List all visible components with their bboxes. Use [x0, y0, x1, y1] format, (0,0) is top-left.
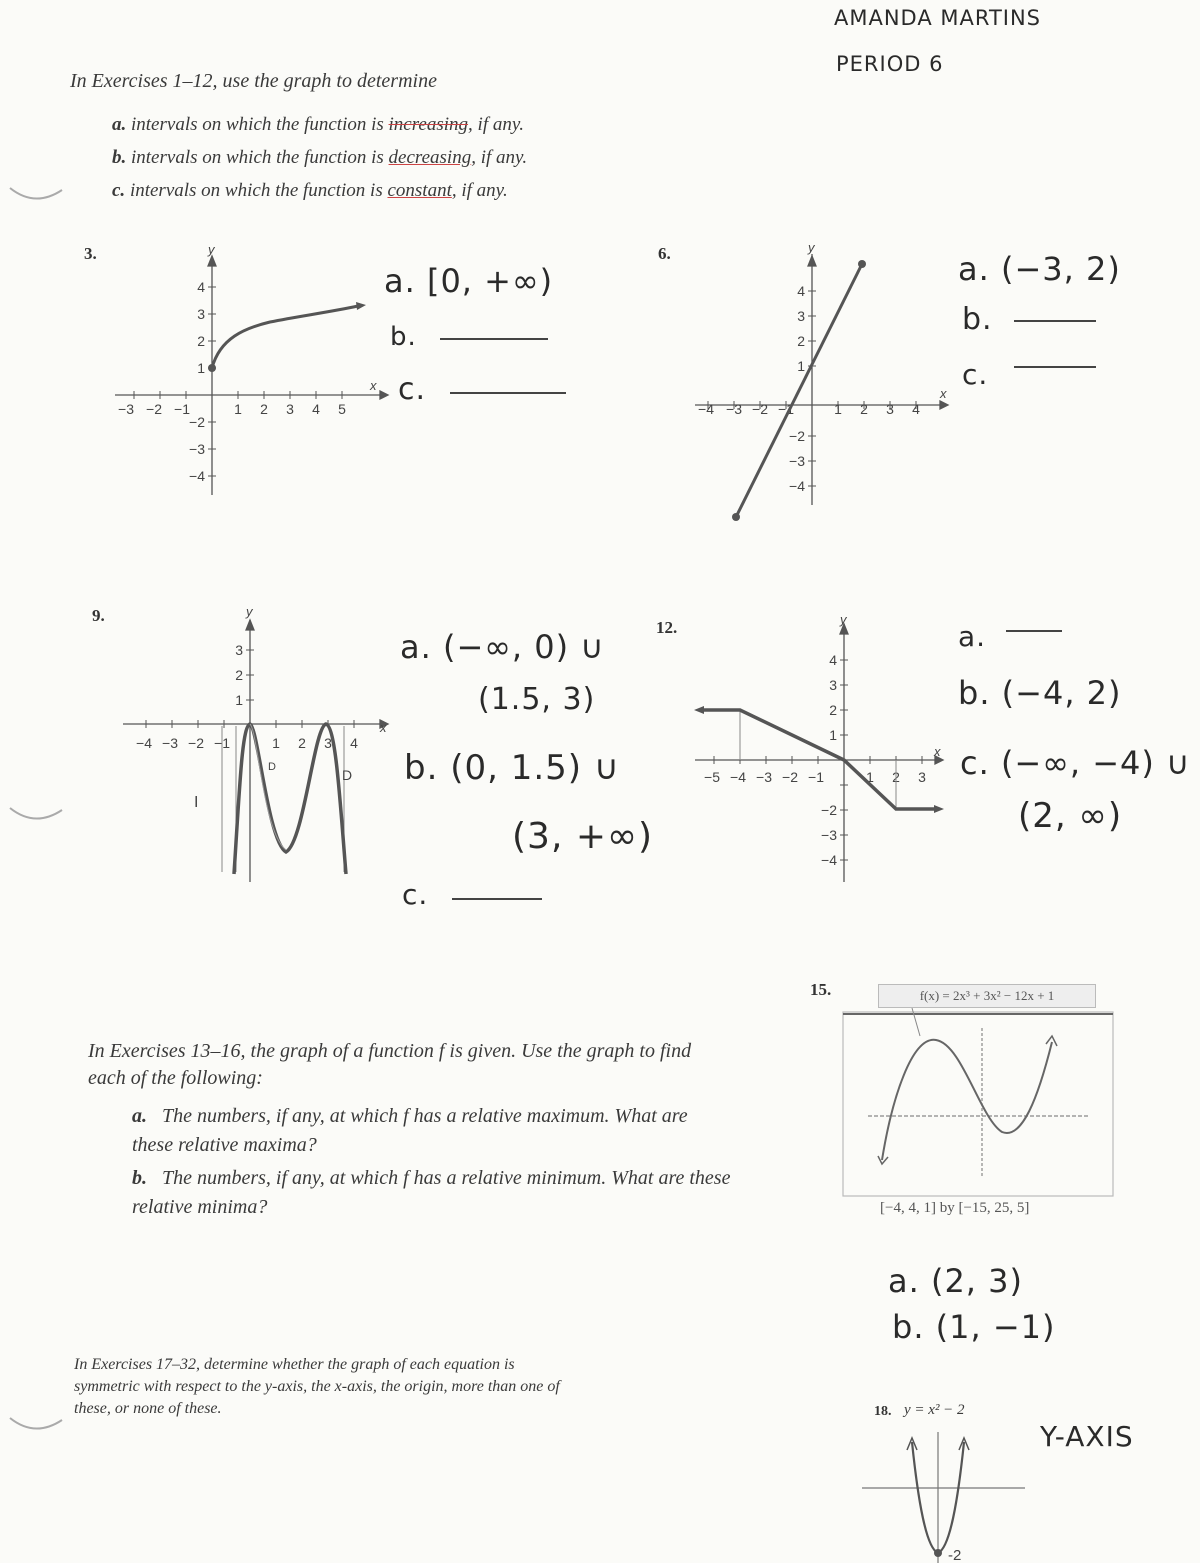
hole-punch-mark — [0, 150, 70, 210]
curve-arrow — [694, 706, 704, 714]
exercise-12-graph — [690, 612, 960, 892]
exercise-9-answer-a: a. (−∞, 0) ∪ — [400, 628, 605, 666]
tick-label: −1 — [808, 769, 824, 785]
tick-label: 2 — [797, 333, 805, 349]
exercise-9-answer-c: c. — [402, 878, 429, 911]
tick-label: 5 — [338, 401, 346, 417]
tick-label: −4 — [136, 735, 152, 751]
tick-label: 1 — [834, 401, 842, 417]
x-axis-label: x — [380, 720, 387, 735]
tick-label: 2 — [892, 769, 900, 785]
function-curve — [882, 1040, 1052, 1160]
tick-label: 1 — [235, 692, 243, 708]
x-axis-label: x — [370, 378, 377, 393]
section-2-item-b: b. The numbers, if any, at which f has a relative minimum. What are these relative minima? — [132, 1167, 731, 1218]
annotation-stroke — [250, 724, 286, 850]
tick-label: 4 — [912, 401, 920, 417]
x-axis-label: x — [934, 744, 941, 759]
vertex-point — [934, 1549, 942, 1557]
exercise-3-answer-a: a. [0, +∞) — [384, 262, 554, 300]
blank-line — [440, 338, 548, 340]
tick-label: −4 — [189, 468, 205, 484]
blank-line — [1014, 366, 1096, 368]
tick-label: 3 — [286, 401, 294, 417]
y-axis-label: y — [840, 612, 847, 627]
exercise-12-number: 12. — [656, 618, 678, 637]
section-2-intro: In Exercises 13–16, the graph of a function f is given. Use the graph to find each of the following: — [88, 1040, 692, 1089]
exercise-18-sketch — [860, 1420, 1030, 1563]
tick-label: 4 — [829, 652, 837, 668]
exercise-15-answer-b: b. (1, −1) — [892, 1308, 1056, 1346]
equation-label: f(x) = 2x³ + 3x² − 12x + 1 — [878, 984, 1096, 1008]
tick-label: −1 — [214, 735, 230, 751]
tick-label: −2 — [146, 401, 162, 417]
tick-label: −2 — [782, 769, 798, 785]
window-settings: [−4, 4, 1] by [−15, 25, 5] — [880, 1200, 1030, 1216]
tick-label: −4 — [730, 769, 746, 785]
tick-label: 3 — [918, 769, 926, 785]
tick-label: −2 — [821, 802, 837, 818]
endpoint — [208, 364, 216, 372]
blank-line — [450, 392, 566, 394]
tick-label: 3 — [197, 306, 205, 322]
hole-punch-mark — [0, 780, 70, 840]
tick-label: 4 — [197, 279, 205, 295]
tick-label: 3 — [235, 642, 243, 658]
tick-label: −3 — [789, 453, 805, 469]
y-axis-label: y — [246, 604, 253, 619]
section-2-item-a: a. The numbers, if any, at which f has a relative maximum. What are these relative maxima? — [132, 1105, 688, 1156]
tick-label: 1 — [797, 358, 805, 374]
tick-label: 2 — [298, 735, 306, 751]
tick-label: 3 — [797, 308, 805, 324]
tick-label: −1 — [174, 401, 190, 417]
tick-label: −3 — [162, 735, 178, 751]
exercise-12-answer-c-cont: (2, ∞) — [1018, 796, 1123, 836]
tick-label: −2 — [189, 414, 205, 430]
tick-label: −4 — [821, 852, 837, 868]
tick-label: 3 — [886, 401, 894, 417]
endpoint — [732, 513, 740, 521]
exercise-18-answer: Y-AXIS — [1040, 1420, 1134, 1453]
class-period: PERIOD 6 — [836, 52, 944, 76]
exercise-3-graph — [110, 240, 390, 500]
blank-line — [1014, 320, 1096, 322]
tick-label: −3 — [756, 769, 772, 785]
exercise-9-graph — [118, 602, 398, 887]
tick-label: 4 — [312, 401, 320, 417]
exercise-18-equation: y = x² − 2 — [904, 1402, 965, 1418]
student-name: AMANDA MARTINS — [834, 6, 1042, 30]
tick-label: 1 — [197, 360, 205, 376]
tick-label: −3 — [189, 441, 205, 457]
exercise-9-answer-a-cont: (1.5, 3) — [478, 682, 596, 717]
exercise-6-graph — [690, 240, 960, 525]
intro-item-b: b. intervals on which the function is decreasing, if any. — [112, 147, 528, 168]
tick-label: −4 — [789, 478, 805, 494]
tick-label: 2 — [197, 333, 205, 349]
y-axis-label: y — [808, 240, 815, 255]
exercise-9-number: 9. — [92, 606, 105, 625]
vertex-label: -2 — [948, 1547, 962, 1563]
tick-label: 4 — [797, 283, 805, 299]
curve-arrow — [356, 302, 366, 310]
tick-label: −2 — [188, 735, 204, 751]
exercise-3-number: 3. — [84, 244, 97, 263]
exercise-12-answer-b: b. (−4, 2) — [958, 674, 1122, 712]
endpoint — [858, 260, 866, 268]
exercise-3-answer-b: b. — [390, 322, 417, 352]
tick-label: −1 — [778, 401, 794, 417]
tick-label: 1 — [272, 735, 280, 751]
exercise-6-answer-b: b. — [962, 302, 993, 337]
tick-label: 2 — [829, 702, 837, 718]
tick-label: −3 — [821, 827, 837, 843]
tick-label: 2 — [260, 401, 268, 417]
exercise-18-number: 18. — [874, 1404, 892, 1419]
exercise-3-answer-c: c. — [398, 372, 427, 407]
exercise-6-number: 6. — [658, 244, 671, 263]
exercise-9-answer-b: b. (0, 1.5) ∪ — [404, 748, 620, 788]
exercise-15-number: 15. — [810, 980, 832, 999]
margin-mark-d: D — [268, 761, 276, 773]
intro-item-a: a. intervals on which the function is increasing, if any. — [112, 114, 524, 135]
blank-line — [1006, 630, 1062, 632]
y-axis-label: y — [208, 242, 215, 257]
tick-label: −2 — [789, 428, 805, 444]
margin-mark-i: I — [194, 794, 199, 811]
exercise-12-answer-a: a. — [958, 620, 987, 653]
x-axis-label: x — [940, 386, 947, 401]
exercise-9-answer-b-cont: (3, +∞) — [512, 816, 654, 857]
tick-label: −4 — [698, 401, 714, 417]
tick-label: 2 — [860, 401, 868, 417]
section-3-intro: In Exercises 17–32, determine whether the graph of each equation is symmetric with respect to the y-axis, the x-axis, the origin, more than one of these, or none of these. — [74, 1356, 560, 1417]
exercise-15-calculator-window — [842, 1008, 1116, 1198]
hole-punch-mark — [0, 1390, 70, 1450]
margin-mark-d: D — [342, 767, 353, 783]
exercise-6-answer-c: c. — [962, 358, 989, 391]
exercise-15-answer-a: a. (2, 3) — [888, 1262, 1023, 1300]
blank-line — [452, 898, 542, 900]
tick-label: 1 — [829, 727, 837, 743]
tick-label: 1 — [234, 401, 242, 417]
tick-label: −3 — [118, 401, 134, 417]
tick-label: −3 — [726, 401, 742, 417]
tick-label: 1 — [866, 769, 874, 785]
tick-label: −5 — [704, 769, 720, 785]
exercise-12-answer-c: c. (−∞, −4) ∪ — [960, 744, 1191, 782]
tick-label: 3 — [324, 735, 332, 751]
function-curve — [212, 306, 358, 368]
exercise-6-answer-a: a. (−3, 2) — [958, 250, 1121, 288]
tick-label: −2 — [752, 401, 768, 417]
curve-arrow — [934, 805, 944, 813]
intro-list — [112, 108, 527, 207]
intro-item-c: c. intervals on which the function is constant, if any. — [112, 180, 508, 201]
tick-label: 3 — [829, 677, 837, 693]
tick-label: 2 — [235, 667, 243, 683]
tick-label: 4 — [350, 735, 358, 751]
intro-title: In Exercises 1–12, use the graph to determine — [70, 70, 437, 92]
